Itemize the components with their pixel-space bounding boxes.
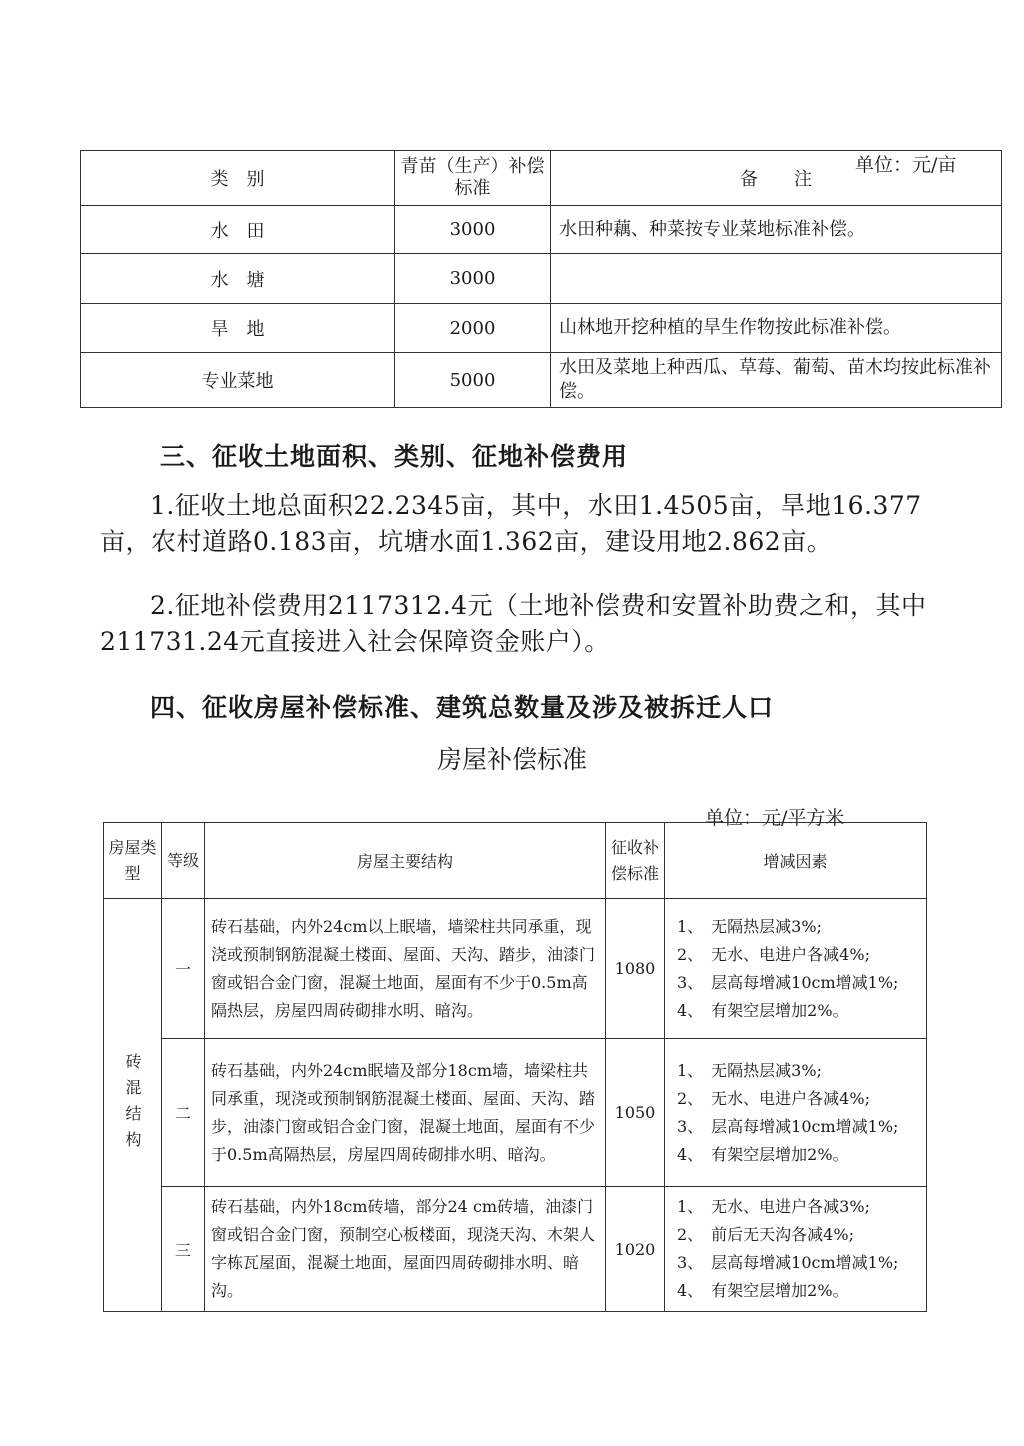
table-row [81, 206, 1002, 254]
standard: 1020 [606, 1187, 665, 1312]
factor-item: 2、 无水、电进户各减4%; [677, 1088, 870, 1108]
row-type: 水 田 [81, 206, 395, 254]
grade: 三 [162, 1187, 205, 1312]
standard: 1050 [606, 1039, 665, 1187]
structure: 砖石基础，内外18cm砖墙，部分24 cm砖墙，油漆门窗或铝合金门窗，预制空心板楼面，现浇天沟、木架人字栋瓦屋面，混凝土地面，屋面四周砖砌排水明、暗沟。 [205, 1187, 606, 1312]
factor-item: 1、 无隔热层减3%; [677, 916, 822, 936]
house-compensation-table [103, 822, 927, 1312]
section4-heading: 四、征收房屋补偿标准、建筑总数量及涉及被拆迁人口 [150, 693, 775, 722]
header-house-type: 房屋类型 [104, 823, 162, 899]
structure: 砖石基础，内外24cm以上眠墙，墙梁柱共同承重，现浇或预制钢筋混凝土楼面、屋面、天沟、踏步，油漆门窗或铝合金门窗，混凝土地面，屋面有不少于0.5m高隔热层，房屋四周砖砌排水明、暗沟。 [205, 899, 606, 1039]
row-standard: 5000 [395, 353, 551, 408]
header-grade: 等级 [162, 823, 205, 899]
row-standard: 2000 [395, 304, 551, 353]
row-standard: 3000 [395, 206, 551, 254]
row-note: 水田种藕、种菜按专业菜地标准补偿。 [551, 206, 1002, 254]
table1-unit: 单位：元/亩 [855, 154, 957, 176]
row-type: 旱 地 [81, 304, 395, 353]
standard: 1080 [606, 899, 665, 1039]
factors [665, 1039, 927, 1187]
factor-item: 2、 前后无天沟各减4%; [677, 1225, 854, 1244]
factor-item: 3、 层高每增减10cm增减1%; [677, 972, 899, 992]
grade: 一 [162, 899, 205, 1039]
section3-paragraph-1: 1.征收土地总面积22.2345亩，其中，水田1.4505亩，旱地16.377亩，农村道路0.183亩，坑塘水面1.362亩，建设用地2.862亩。 [100, 491, 922, 556]
factors [665, 1187, 927, 1312]
factor-item: 2、 无水、电进户各减4%; [677, 944, 870, 964]
factors [665, 899, 927, 1039]
factor-item: 4、 有架空层增加2%。 [677, 1000, 849, 1020]
table2-title: 房屋补偿标准 [436, 745, 587, 774]
row-note: 水田及菜地上种西瓜、草莓、葡萄、苗木均按此标准补偿。 [551, 353, 1002, 408]
crop-compensation-table [80, 150, 1002, 408]
section3-heading: 三、征收土地面积、类别、征地补偿费用 [160, 442, 629, 471]
factor-item: 1、 无隔热层减3%; [677, 1060, 822, 1080]
table-row [104, 1187, 927, 1312]
row-standard: 3000 [395, 254, 551, 304]
table-row [104, 899, 927, 1039]
row-note [551, 254, 1002, 304]
factor-item: 3、 层高每增减10cm增减1%; [677, 1116, 899, 1136]
row-type: 专业菜地 [81, 353, 395, 408]
section3-paragraph-2: 2.征地补偿费用2117312.4元（土地补偿费和安置补助费之和，其中211731.24元直接进入社会保障资金账户）。 [100, 591, 927, 656]
header-note: 备 注 [551, 151, 1002, 206]
factor-item: 4、 有架空层增加2%。 [677, 1144, 849, 1164]
table2-unit: 单位：元/平方米 [705, 807, 845, 829]
factor-item: 3、 层高每增减10cm增减1%; [677, 1253, 899, 1272]
header-standard: 征收补偿标准 [606, 823, 665, 899]
house-type-label: 砖混结构 [123, 1053, 142, 1157]
factor-item: 4、 有架空层增加2%。 [677, 1281, 849, 1300]
table-row [81, 304, 1002, 353]
table-row [81, 254, 1002, 304]
row-type: 水 塘 [81, 254, 395, 304]
header-factors: 增减因素 [665, 823, 927, 899]
structure: 砖石基础，内外24cm眠墙及部分18cm墙，墙梁柱共同承重，现浇或预制钢筋混凝土楼面、屋面、天沟、踏步，油漆门窗或铝合金门窗，混凝土地面，屋面有不少于0.5m高隔热层，房屋四周砖砌排水明、暗沟。 [205, 1039, 606, 1187]
factor-item: 1、 无水、电进户各减3%; [677, 1197, 870, 1216]
header-standard: 青苗（生产）补偿标准 [395, 151, 551, 206]
header-structure: 房屋主要结构 [205, 823, 606, 899]
header-type: 类 别 [81, 151, 395, 206]
table-row [81, 353, 1002, 408]
house-type-cell [104, 899, 162, 1312]
table-row [104, 1039, 927, 1187]
row-note: 山林地开挖种植的旱生作物按此标准补偿。 [551, 304, 1002, 353]
grade: 二 [162, 1039, 205, 1187]
